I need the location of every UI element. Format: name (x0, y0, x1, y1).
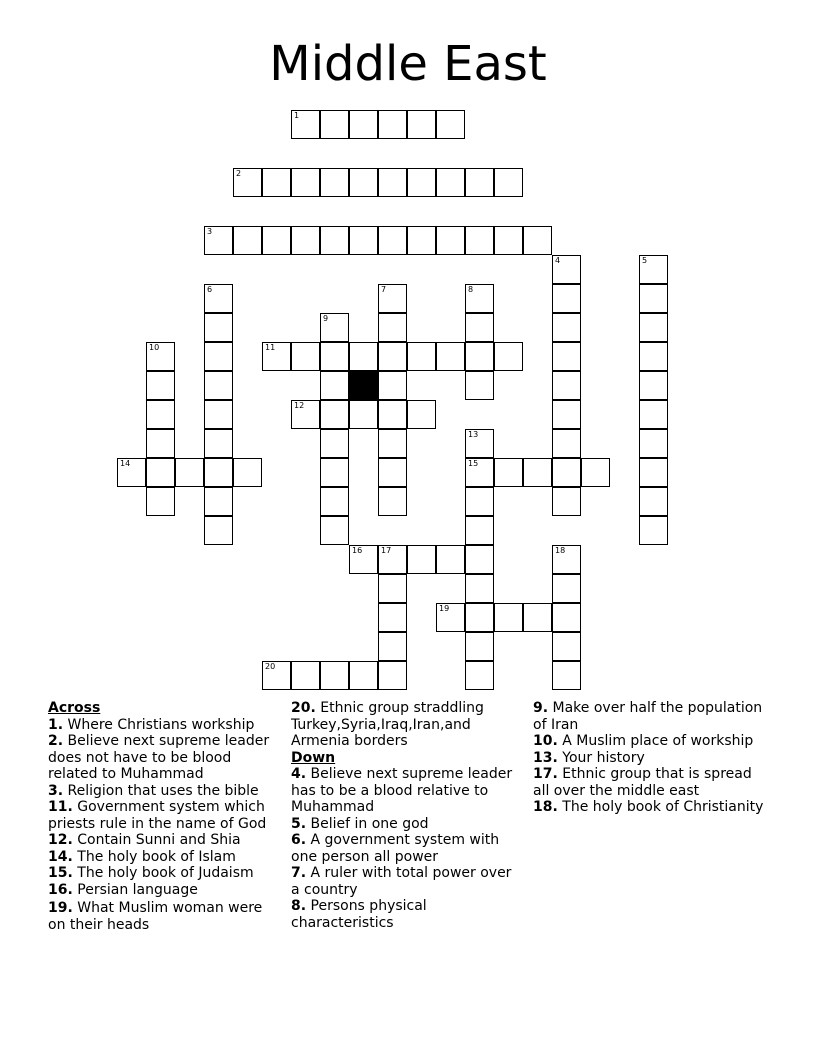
crossword-cell[interactable] (378, 110, 407, 139)
clue-text: Persons physical characteristics (291, 898, 427, 931)
crossword-cell[interactable] (552, 632, 581, 661)
crossword-cell[interactable] (552, 458, 581, 487)
crossword-cell[interactable] (349, 110, 378, 139)
clue-down-18 (533, 799, 768, 816)
crossword-cell[interactable] (465, 458, 494, 487)
crossword-cell[interactable] (204, 313, 233, 342)
crossword-cell[interactable] (378, 429, 407, 458)
crossword-cell[interactable] (146, 342, 175, 371)
crossword-cell[interactable] (320, 110, 349, 139)
crossword-cell[interactable] (465, 487, 494, 516)
crossword-cell[interactable] (407, 342, 436, 371)
crossword-cell[interactable] (204, 429, 233, 458)
clue-text: A ruler with total power over a country (291, 865, 512, 898)
crossword-cell[interactable] (204, 371, 233, 400)
crossword-cell[interactable] (204, 487, 233, 516)
crossword-cell[interactable] (378, 284, 407, 313)
cell-number: 20 (265, 662, 276, 671)
clue-number: 15. (48, 865, 73, 881)
crossword-cell[interactable] (378, 545, 407, 574)
clue-number: 20. (291, 700, 316, 716)
cell-number: 2 (236, 169, 242, 178)
cell-number: 9 (323, 314, 329, 323)
clue-number: 5. (291, 815, 307, 832)
crossword-cell[interactable] (552, 342, 581, 371)
crossword-cell[interactable] (378, 313, 407, 342)
crossword-cell[interactable] (552, 603, 581, 632)
crossword-cell[interactable] (436, 545, 465, 574)
clue-across-12 (48, 832, 280, 849)
crossword-cell[interactable] (175, 458, 204, 487)
crossword-cell[interactable] (465, 545, 494, 574)
cell-number: 3 (207, 227, 213, 236)
clue-across-19 (48, 900, 280, 933)
down-heading: Down (291, 749, 336, 766)
crossword-cell[interactable] (320, 226, 349, 255)
crossword-cell[interactable] (494, 603, 523, 632)
clue-text: Contain Sunni and Shia (77, 832, 241, 848)
clue-column-2 (291, 700, 521, 931)
crossword-cell[interactable] (552, 284, 581, 313)
clue-number: 3. (48, 782, 64, 799)
crossword-cell[interactable] (146, 458, 175, 487)
crossword-cell[interactable] (291, 342, 320, 371)
crossword-cell[interactable] (320, 371, 349, 400)
clue-across-20 (291, 700, 521, 750)
crossword-cell[interactable] (146, 429, 175, 458)
crossword-cell[interactable] (117, 458, 146, 487)
crossword-cell[interactable] (320, 400, 349, 429)
clue-number: 6. (291, 832, 307, 848)
clue-text: The holy book of Islam (77, 848, 236, 865)
crossword-cell[interactable] (320, 458, 349, 487)
crossword-cell[interactable] (552, 255, 581, 284)
crossword-cell[interactable] (552, 400, 581, 429)
crossword-cell[interactable] (349, 226, 378, 255)
crossword-cell[interactable] (552, 487, 581, 516)
clue-down-7 (291, 865, 521, 898)
cell-number: 6 (207, 285, 213, 294)
crossword-cell[interactable] (465, 516, 494, 545)
crossword-cell[interactable] (465, 603, 494, 632)
clue-number: 1. (48, 716, 64, 733)
clue-down-8 (291, 898, 521, 931)
crossword-cell[interactable] (320, 661, 349, 690)
clue-number: 18. (533, 799, 558, 815)
clue-number: 8. (291, 898, 307, 914)
crossword-cell[interactable] (639, 255, 668, 284)
crossword-cell[interactable] (146, 400, 175, 429)
crossword-cell[interactable] (320, 313, 349, 342)
crossword-cell[interactable] (291, 226, 320, 255)
crossword-cell[interactable] (349, 661, 378, 690)
crossword-cell[interactable] (378, 632, 407, 661)
clue-text: What Muslim woman were on their heads (48, 900, 263, 933)
crossword-cell[interactable] (552, 313, 581, 342)
crossword-cell[interactable] (639, 313, 668, 342)
clue-number: 10. (533, 733, 558, 749)
cell-number: 16 (352, 546, 363, 555)
clue-down-9 (533, 700, 768, 733)
crossword-cell[interactable] (291, 400, 320, 429)
crossword-cell[interactable] (262, 226, 291, 255)
crossword-cell[interactable] (523, 603, 552, 632)
crossword-cell[interactable] (465, 168, 494, 197)
crossword-cell[interactable] (320, 168, 349, 197)
crossword-cell[interactable] (436, 342, 465, 371)
clue-number: 2. (48, 733, 64, 749)
crossword-cell[interactable] (146, 371, 175, 400)
clue-across-1 (48, 717, 280, 734)
clue-text: Your history (562, 749, 645, 766)
crossword-cell[interactable] (378, 371, 407, 400)
clue-number: 17. (533, 766, 558, 782)
cell-number: 12 (294, 401, 305, 410)
crossword-cell[interactable] (378, 574, 407, 603)
clue-text: Persian language (77, 881, 198, 898)
clue-across-16 (48, 882, 280, 899)
crossword-cell[interactable] (494, 458, 523, 487)
crossword-cell[interactable] (349, 168, 378, 197)
crossword-cell[interactable] (465, 371, 494, 400)
clue-number: 13. (533, 749, 558, 766)
crossword-cell[interactable] (407, 110, 436, 139)
cell-number: 18 (555, 546, 566, 555)
crossword-cell[interactable] (581, 458, 610, 487)
crossword-cell[interactable] (349, 400, 378, 429)
crossword-cell[interactable] (465, 226, 494, 255)
crossword-cell[interactable] (523, 226, 552, 255)
crossword-cell[interactable] (552, 429, 581, 458)
crossword-cell[interactable] (465, 342, 494, 371)
crossword-cell[interactable] (552, 574, 581, 603)
crossword-cell[interactable] (639, 429, 668, 458)
clue-number: 11. (48, 799, 73, 815)
crossword-cell[interactable] (233, 458, 262, 487)
crossword-cell[interactable] (523, 458, 552, 487)
crossword-cell[interactable] (407, 400, 436, 429)
crossword-cell[interactable] (552, 545, 581, 574)
crossword-cell[interactable] (378, 342, 407, 371)
clue-number: 12. (48, 832, 73, 848)
crossword-cell[interactable] (639, 516, 668, 545)
clue-text: Ethnic group that is spread all over the middle east (533, 766, 752, 799)
crossword-cell[interactable] (552, 661, 581, 690)
clue-text: Government system which priests rule in the name of God (48, 799, 267, 832)
crossword-cell[interactable] (407, 545, 436, 574)
clue-number: 16. (48, 881, 73, 898)
crossword-cell[interactable] (552, 371, 581, 400)
clue-across-15 (48, 865, 280, 882)
clue-text: Belief in one god (310, 815, 429, 832)
clue-column-3 (533, 700, 768, 816)
cell-number: 17 (381, 546, 392, 555)
crossword-cell[interactable] (378, 400, 407, 429)
clue-across-11 (48, 799, 280, 832)
cell-number: 19 (439, 604, 450, 613)
crossword-cell[interactable] (204, 400, 233, 429)
cell-number: 7 (381, 285, 387, 294)
crossword-cell[interactable] (436, 603, 465, 632)
clue-number: 7. (291, 865, 307, 881)
crossword-cell[interactable] (262, 342, 291, 371)
crossword-cell[interactable] (262, 661, 291, 690)
crossword-cell[interactable] (349, 342, 378, 371)
crossword-cell[interactable] (378, 226, 407, 255)
clue-text: Ethnic group straddling Turkey,Syria,Iraq,Iran,and Armenia borders (291, 700, 484, 749)
crossword-cell[interactable] (639, 371, 668, 400)
cell-number: 13 (468, 430, 479, 439)
crossword-cell[interactable] (378, 661, 407, 690)
crossword-cell[interactable] (262, 168, 291, 197)
cell-number: 15 (468, 459, 479, 468)
crossword-cell[interactable] (320, 342, 349, 371)
clue-text: A government system with one person all power (291, 832, 500, 865)
crossword-cell[interactable] (291, 110, 320, 139)
clue-text: Where Christians workship (67, 716, 255, 733)
crossword-cell[interactable] (320, 516, 349, 545)
clue-text: Believe next supreme leader has to be a blood relative to Muhammad (291, 766, 513, 815)
crossword-cell[interactable] (204, 516, 233, 545)
clue-text: Make over half the population of Iran (533, 700, 763, 733)
crossword-cell[interactable] (378, 603, 407, 632)
crossword-cell[interactable] (320, 429, 349, 458)
crossword-cell[interactable] (465, 574, 494, 603)
cell-number: 4 (555, 256, 561, 265)
crossword-cell[interactable] (639, 284, 668, 313)
page-title: Middle East (269, 36, 547, 92)
crossword-cell[interactable] (378, 487, 407, 516)
black-square (349, 371, 378, 400)
crossword-cell[interactable] (436, 110, 465, 139)
clue-across-2 (48, 733, 280, 783)
clue-across-3 (48, 783, 280, 800)
crossword-cell[interactable] (639, 458, 668, 487)
clue-down-13 (533, 750, 768, 767)
crossword-cell[interactable] (436, 168, 465, 197)
clue-number: 9. (533, 700, 549, 716)
crossword-cell[interactable] (407, 226, 436, 255)
crossword-cell[interactable] (378, 168, 407, 197)
crossword-cell[interactable] (349, 545, 378, 574)
crossword-cell[interactable] (465, 313, 494, 342)
clue-down-5 (291, 816, 521, 833)
crossword-cell[interactable] (204, 226, 233, 255)
cell-number: 8 (468, 285, 474, 294)
clue-text: The holy book of Christianity (562, 799, 764, 815)
crossword-cell[interactable] (204, 284, 233, 313)
crossword-cell[interactable] (378, 458, 407, 487)
clue-column-1 (48, 700, 280, 933)
clue-number: 19. (48, 900, 73, 916)
crossword-cell[interactable] (639, 342, 668, 371)
crossword-cell[interactable] (639, 400, 668, 429)
crossword-cell[interactable] (146, 487, 175, 516)
clue-text: Believe next supreme leader does not have to be blood related to Muhammad (48, 733, 270, 782)
across-heading: Across (48, 700, 101, 716)
crossword-cell[interactable] (465, 284, 494, 313)
crossword-cell[interactable] (494, 168, 523, 197)
crossword-cell[interactable] (494, 342, 523, 371)
cell-number: 5 (642, 256, 648, 265)
cell-number: 11 (265, 343, 276, 352)
clue-number: 4. (291, 766, 307, 782)
crossword-cell[interactable] (465, 429, 494, 458)
crossword-cell[interactable] (204, 342, 233, 371)
crossword-cell[interactable] (320, 487, 349, 516)
clue-text: A Muslim place of workship (562, 733, 754, 749)
clue-down-17 (533, 766, 768, 799)
crossword-cell[interactable] (639, 487, 668, 516)
cell-number: 10 (149, 343, 160, 352)
cell-number: 1 (294, 111, 300, 120)
clue-text: Religion that uses the bible (67, 782, 259, 799)
crossword-cell[interactable] (436, 226, 465, 255)
clue-down-4 (291, 766, 521, 816)
crossword-cell[interactable] (465, 632, 494, 661)
crossword-cell[interactable] (291, 661, 320, 690)
clue-number: 14. (48, 848, 73, 865)
crossword-cell[interactable] (291, 168, 320, 197)
crossword-cell[interactable] (233, 168, 262, 197)
crossword-cell[interactable] (233, 226, 262, 255)
crossword-cell[interactable] (465, 661, 494, 690)
crossword-cell[interactable] (407, 168, 436, 197)
clue-text: The holy book of Judaism (77, 865, 254, 881)
clue-across-14 (48, 849, 280, 866)
clue-down-6 (291, 832, 521, 865)
crossword-cell[interactable] (494, 226, 523, 255)
cell-number: 14 (120, 459, 131, 468)
clue-down-10 (533, 733, 768, 750)
crossword-cell[interactable] (204, 458, 233, 487)
